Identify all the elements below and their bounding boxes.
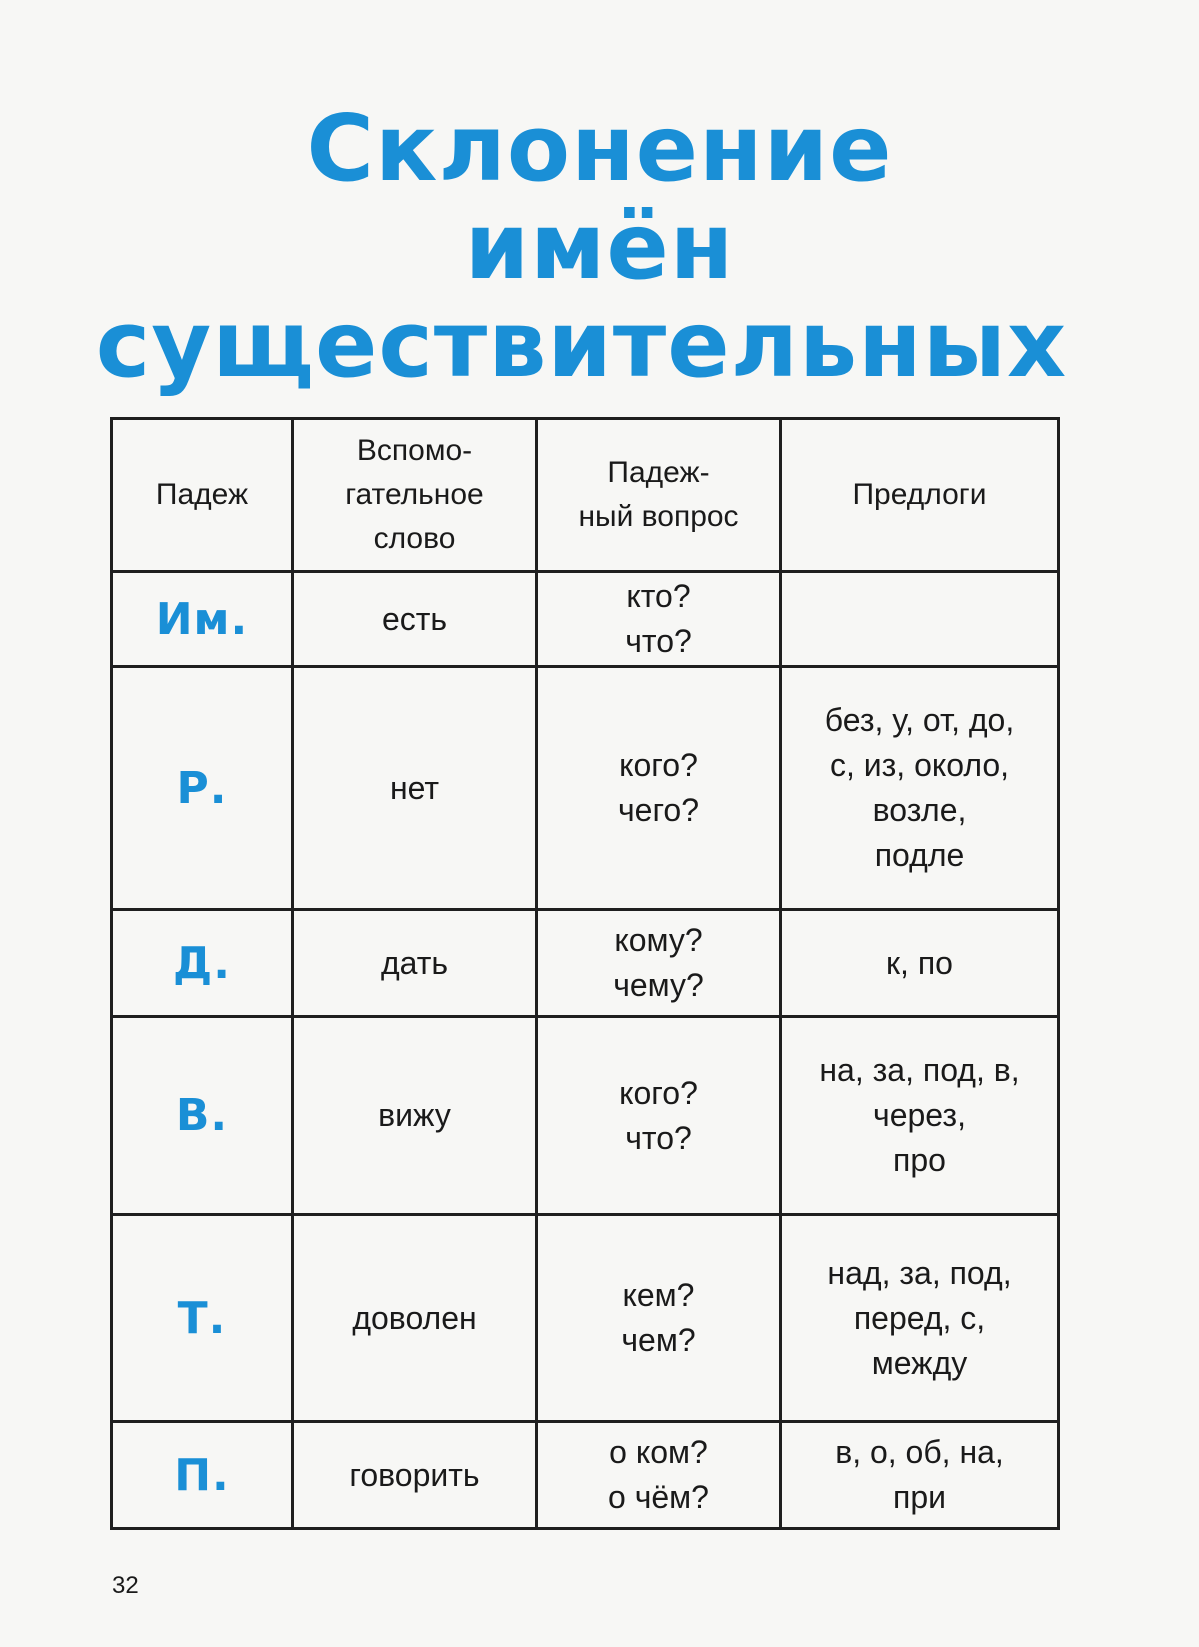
case-abbreviation: Т. (112, 1215, 293, 1422)
prepositions: над, за, под, перед, с, между (781, 1215, 1059, 1422)
prepositions: без, у, от, до, с, из, около, возле, подле (781, 667, 1059, 910)
header-prepositions: Предлоги (781, 419, 1059, 572)
prepositions: к, по (781, 910, 1059, 1017)
prepositions: в, о, об, на, при (781, 1422, 1059, 1529)
title-line-1: Склонение (306, 95, 893, 202)
helper-word: есть (293, 572, 537, 667)
case-abbreviation: Р. (112, 667, 293, 910)
case-question: о ком? о чём? (537, 1422, 781, 1529)
header-question: Падеж- ный вопрос (537, 419, 781, 572)
case-question: кем? чем? (537, 1215, 781, 1422)
prepositions (781, 572, 1059, 667)
helper-word: вижу (293, 1017, 537, 1215)
case-abbreviation: В. (112, 1017, 293, 1215)
title-line-2: имён (464, 193, 735, 300)
helper-word: дать (293, 910, 537, 1017)
case-question: кто? что? (537, 572, 781, 667)
case-abbreviation: Д. (112, 910, 293, 1017)
page-number: 32 (112, 1572, 139, 1599)
case-question: кому? чему? (537, 910, 781, 1017)
case-question: кого? что? (537, 1017, 781, 1215)
table-row (112, 667, 1059, 910)
helper-word: нет (293, 667, 537, 910)
page-title (0, 95, 1199, 398)
table-row (112, 1017, 1059, 1215)
case-abbreviation: Им. (112, 572, 293, 667)
title-line-3: существительных (95, 291, 1068, 398)
prepositions: на, за, под, в, через, про (781, 1017, 1059, 1215)
header-case: Падеж (112, 419, 293, 572)
table-row (112, 910, 1059, 1017)
header-row (112, 419, 1059, 572)
table-row (112, 572, 1059, 667)
table-row (112, 1215, 1059, 1422)
declension-table (110, 417, 1060, 1530)
case-question: кого? чего? (537, 667, 781, 910)
case-abbreviation: П. (112, 1422, 293, 1529)
helper-word: доволен (293, 1215, 537, 1422)
table-row (112, 1422, 1059, 1529)
helper-word: говорить (293, 1422, 537, 1529)
header-helper-word: Вспомо- гательное слово (293, 419, 537, 572)
